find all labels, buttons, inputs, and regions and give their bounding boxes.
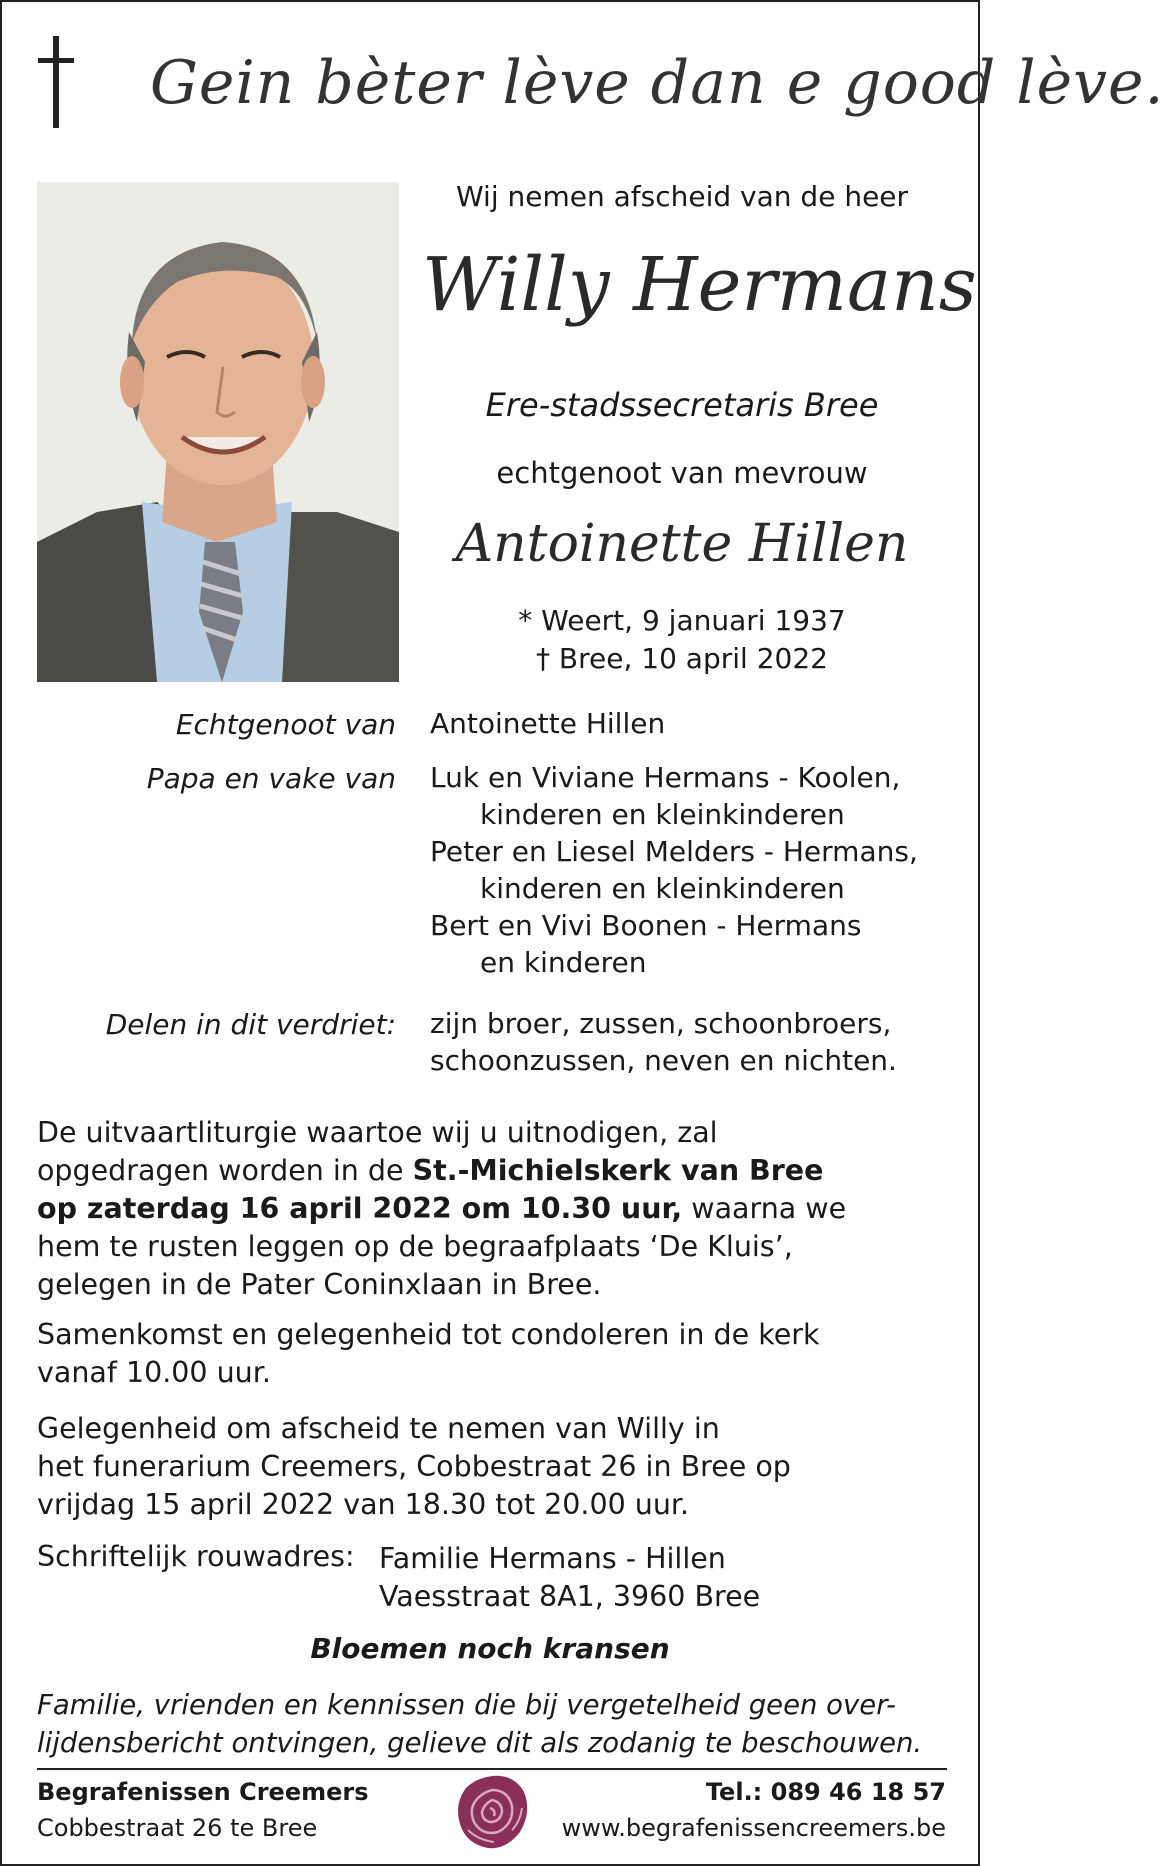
notice-line: lijdensbericht ontvingen, gelieve dit als zodanig te beschouwen. xyxy=(37,1727,923,1759)
children-line: Bert en Vivi Boonen - Hermans xyxy=(430,909,862,942)
spouse-value: Antoinette Hillen xyxy=(430,707,666,740)
death-date: † Bree, 10 april 2022 xyxy=(536,642,828,675)
liturgy-line: De uitvaartliturgie waartoe wij u uitnodigen, zal xyxy=(37,1116,718,1149)
birth-date: * Weert, 9 januari 1937 xyxy=(518,604,846,637)
farewell-paragraph xyxy=(37,1410,947,1524)
spouse-label: Echtgenoot van xyxy=(175,708,396,741)
gathering-paragraph xyxy=(37,1316,947,1392)
service-datetime: op zaterdag 16 april 2022 om 10.30 uur, xyxy=(37,1192,683,1225)
grief-list xyxy=(430,1005,897,1079)
notice-paragraph xyxy=(37,1686,947,1762)
farewell-intro: Wij nemen afscheid van de heer xyxy=(455,180,909,213)
grief-label: Delen in dit verdriet: xyxy=(105,1008,396,1041)
address-label: Schriftelijk rouwadres: xyxy=(37,1540,355,1573)
grief-line: zijn broer, zussen, schoonbroers, xyxy=(430,1007,892,1040)
mourning-address xyxy=(379,1540,760,1616)
rose-icon xyxy=(454,1772,530,1852)
spouse-name: Antoinette Hillen xyxy=(455,514,909,574)
children-line: kinderen en kleinkinderen xyxy=(480,872,845,905)
footer-divider xyxy=(37,1768,947,1770)
company-name: Begrafenissen Creemers xyxy=(37,1778,369,1806)
liturgy-line xyxy=(37,1190,947,1228)
liturgy-line: hem te rusten leggen op de begraafplaats ‘De Kluis’, xyxy=(37,1230,793,1263)
children-line: Peter en Liesel Melders - Hermans, xyxy=(430,835,918,868)
liturgy-line: gelegen in de Pater Coninxlaan in Bree. xyxy=(37,1268,602,1301)
company-address: Cobbestraat 26 te Bree xyxy=(37,1814,318,1842)
church-name: St.-Michielskerk van Bree xyxy=(412,1154,824,1187)
company-website[interactable]: www.begrafenissencreemers.be xyxy=(561,1814,946,1842)
gathering-line: Samenkomst en gelegenheid tot condoleren in de kerk xyxy=(37,1318,820,1351)
farewell-line: het funerarium Creemers, Cobbestraat 26 in Bree op xyxy=(37,1450,791,1483)
deceased-name: Willy Hermans xyxy=(422,242,977,328)
children-line: en kinderen xyxy=(480,946,647,979)
latin-cross-icon xyxy=(38,36,74,128)
company-phone: Tel.: 089 46 18 57 xyxy=(705,1778,946,1806)
spouse-intro: echtgenoot van mevrouw xyxy=(496,456,868,490)
liturgy-text: waarna we xyxy=(682,1192,847,1225)
notice-line: Familie, vrienden en kennissen die bij vergetelheid geen over- xyxy=(37,1689,896,1721)
liturgy-line xyxy=(37,1152,947,1190)
children-list xyxy=(430,759,918,981)
liturgy-text: opgedragen worden in de xyxy=(37,1154,413,1187)
motto: Gein bèter lève dan e good lève. xyxy=(150,48,1165,118)
liturgy-paragraph xyxy=(37,1114,947,1304)
farewell-line: Gelegenheid om afscheid te nemen van Willy in xyxy=(37,1412,720,1445)
children-line: Luk en Viviane Hermans - Koolen, xyxy=(430,761,901,794)
grief-line: schoonzussen, neven en nichten. xyxy=(430,1044,897,1077)
deceased-title: Ere-stadssecretaris Bree xyxy=(485,386,879,424)
portrait-photo xyxy=(37,182,399,682)
flowers-note: Bloemen noch kransen xyxy=(310,1632,670,1665)
address-line: Vaesstraat 8A1, 3960 Bree xyxy=(379,1580,761,1613)
farewell-line: vrijdag 15 april 2022 van 18.30 tot 20.00 uur. xyxy=(37,1488,690,1521)
address-line: Familie Hermans - Hillen xyxy=(379,1542,726,1575)
gathering-line: vanaf 10.00 uur. xyxy=(37,1356,271,1389)
children-label: Papa en vake van xyxy=(146,762,396,795)
children-line: kinderen en kleinkinderen xyxy=(480,798,845,831)
